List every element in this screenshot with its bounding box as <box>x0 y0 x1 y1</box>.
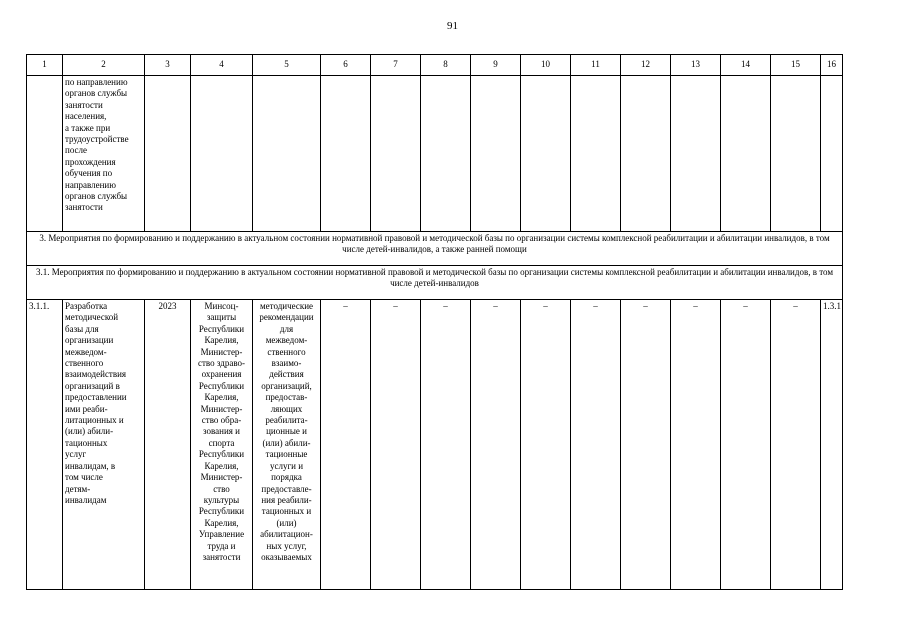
dash-cell: – <box>721 300 771 590</box>
indicator-ref: 1.3.1 <box>821 300 843 590</box>
table-cell <box>821 76 843 232</box>
dash-cell: – <box>671 300 721 590</box>
table-row <box>27 300 843 590</box>
continuation-row <box>27 76 843 232</box>
col-header: 3 <box>145 55 191 76</box>
col-header: 1 <box>27 55 63 76</box>
section-heading-row <box>27 232 843 266</box>
continuation-text: по направлению органов службы занятости населения, а также при трудоустройстве после прохождения обучения по направлению органов службы занятости <box>63 76 145 232</box>
year: 2023 <box>145 300 191 590</box>
col-header: 16 <box>821 55 843 76</box>
dash-cell: – <box>371 300 421 590</box>
table-cell <box>321 76 371 232</box>
table-cell <box>191 76 253 232</box>
section-3-1-heading: 3.1. Мероприятия по формированию и поддержанию в актуальном состоянии нормативной правовой и методической базы по организации системы комплексной реабилитации и абилитации инвалидов, в том числе детей-инвалидов <box>27 266 843 300</box>
table-cell <box>371 76 421 232</box>
col-header: 8 <box>421 55 471 76</box>
dash-cell: – <box>521 300 571 590</box>
col-header: 15 <box>771 55 821 76</box>
col-header: 14 <box>721 55 771 76</box>
col-header: 11 <box>571 55 621 76</box>
col-header: 5 <box>253 55 321 76</box>
col-header: 6 <box>321 55 371 76</box>
table-cell <box>521 76 571 232</box>
table-cell <box>421 76 471 232</box>
table-cell <box>771 76 821 232</box>
table-cell <box>471 76 521 232</box>
page-number: 91 <box>447 20 458 32</box>
dash-cell: – <box>421 300 471 590</box>
col-header: 13 <box>671 55 721 76</box>
column-number-row <box>27 55 843 76</box>
program-table <box>26 54 843 590</box>
dash-cell: – <box>621 300 671 590</box>
expected-result: методические рекомендации для межведом- ственного взаимо- действия организаций, предостав- ляющих реабилита- ционные и (или) абили- тационные услуги и порядка предоставле- ния реабили- тационных и (или) абилитацион- ных услуг, оказываемых <box>253 300 321 590</box>
table-cell <box>721 76 771 232</box>
table-cell <box>621 76 671 232</box>
dash-cell: – <box>771 300 821 590</box>
table-cell <box>253 76 321 232</box>
dash-cell: – <box>321 300 371 590</box>
subsection-heading-row <box>27 266 843 300</box>
dash-cell: – <box>471 300 521 590</box>
table-cell <box>571 76 621 232</box>
section-3-heading: 3. Мероприятия по формированию и поддержанию в актуальном состоянии нормативной правовой и методической базы по организации системы комплексной реабилитации и абилитации инвалидов, в том числе детей-инвалидов, а также ранней помощи <box>27 232 843 266</box>
activity-name: Разработка методической базы для организации межведом- ственного взаимодействия организаций в предоставлении ими реаби- литационных и (или) абили- тационных услуг инвалидам, в том числе детям- инвалидам <box>63 300 145 590</box>
col-header: 12 <box>621 55 671 76</box>
col-header: 4 <box>191 55 253 76</box>
table-cell <box>671 76 721 232</box>
table-cell <box>145 76 191 232</box>
col-header: 2 <box>63 55 145 76</box>
item-number: 3.1.1. <box>27 300 63 590</box>
executors: Минсоц- защиты Республики Карелия, Министер- ство здраво- охранения Республики Карелия, Министер- ство обра- зования и спорта Республики Карелия, Министер- ство культуры Республики Карелия, Управление труда и занятости <box>191 300 253 590</box>
col-header: 10 <box>521 55 571 76</box>
col-header: 7 <box>371 55 421 76</box>
col-header: 9 <box>471 55 521 76</box>
dash-cell: – <box>571 300 621 590</box>
table-cell <box>27 76 63 232</box>
